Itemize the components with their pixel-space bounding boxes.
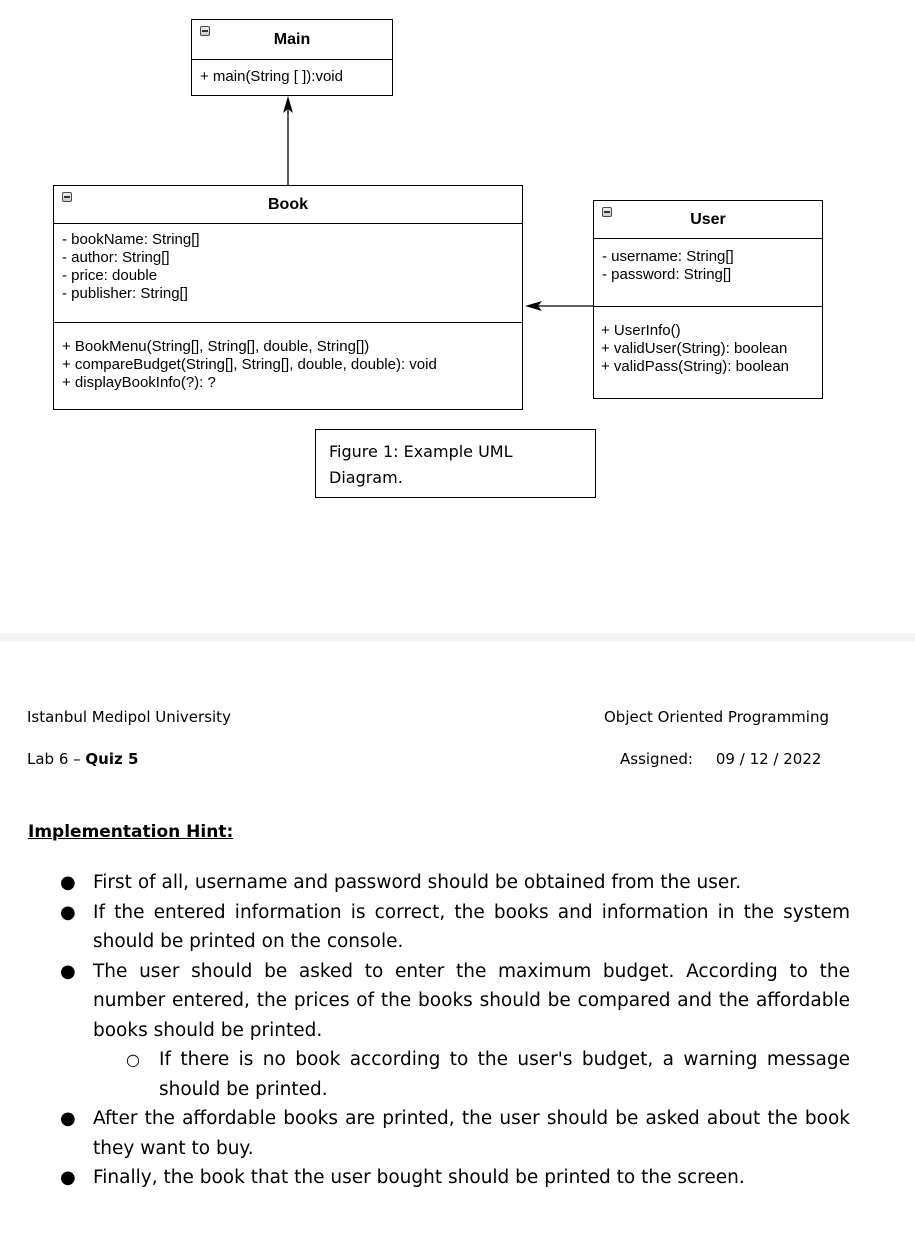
attribute-item: - author: String[] xyxy=(62,249,170,266)
circle-bullet-icon: ○ xyxy=(126,1050,140,1069)
class-user-methods xyxy=(594,307,822,383)
user-to-book-arrowhead xyxy=(525,301,542,311)
page-separator xyxy=(0,633,915,641)
bullet-icon: ● xyxy=(60,1167,76,1188)
class-user-attributes xyxy=(594,239,822,307)
list-item xyxy=(60,957,850,1046)
list-item xyxy=(60,868,850,898)
class-user-header xyxy=(594,201,822,239)
attribute-item: - publisher: String[] xyxy=(62,285,188,302)
method-item: + BookMenu(String[], String[], double, String[]) xyxy=(62,338,370,355)
caption-line: Figure 1: Example UML xyxy=(329,442,513,461)
list-item-text: First of all, username and password should be obtained from the user. xyxy=(93,872,742,893)
hint-title: Implementation Hint: xyxy=(28,822,234,842)
class-book-methods xyxy=(54,323,522,399)
class-user xyxy=(593,200,823,399)
bullet-icon: ● xyxy=(60,960,76,982)
attribute-item: - password: String[] xyxy=(602,266,732,283)
header-quiz: Quiz 5 xyxy=(85,750,139,768)
header-lab xyxy=(27,750,138,768)
list-item xyxy=(60,1163,850,1193)
list-item-text: The user should be asked to enter the maximum budget. According to the number entered, the prices of the books should be compared and the affordable books should be printed. xyxy=(93,960,850,1041)
method-item: + validUser(String): boolean xyxy=(601,340,788,357)
class-book-attributes xyxy=(54,224,522,323)
attribute-item: - price: double xyxy=(62,267,158,284)
class-book-title: Book xyxy=(268,196,308,213)
assigned-date: 09 / 12 / 2022 xyxy=(715,750,822,768)
bullet-icon: ● xyxy=(60,872,76,893)
class-book xyxy=(53,185,523,410)
list-item xyxy=(60,1104,850,1163)
book-to-main-arrowhead xyxy=(283,96,293,113)
class-book-header xyxy=(54,186,522,224)
figure-caption xyxy=(315,429,596,498)
caption-line: Diagram. xyxy=(329,468,403,487)
list-item-text: If there is no book according to the user's budget, a warning message should be printed. xyxy=(159,1049,850,1100)
attribute-item: - username: String[] xyxy=(602,248,734,265)
list-item-text: Finally, the book that the user bought should be printed to the screen. xyxy=(93,1167,745,1188)
class-main-header xyxy=(192,20,392,60)
header-lab-prefix: Lab 6 – xyxy=(27,750,86,768)
list-item-text: After the affordable books are printed, the user should be asked about the book they want to buy. xyxy=(93,1108,850,1159)
attribute-item: - bookName: String[] xyxy=(62,231,200,248)
method-item: + UserInfo() xyxy=(601,322,681,339)
assigned-label: Assigned: xyxy=(620,750,693,768)
sub-list-item xyxy=(126,1045,850,1104)
header-assigned xyxy=(620,750,821,768)
class-main-methods xyxy=(192,60,392,93)
header-university: Istanbul Medipol University xyxy=(27,708,231,726)
header-course: Object Oriented Programming xyxy=(604,708,829,726)
method-item: + compareBudget(String[], String[], double, double): void xyxy=(62,356,437,373)
method-item: + displayBookInfo(?): ? xyxy=(62,374,216,391)
list-item xyxy=(60,898,850,957)
class-main-title: Main xyxy=(273,31,311,48)
method-item: + validPass(String): boolean xyxy=(601,358,790,375)
list-item-text: If the entered information is correct, the books and information in the system should be printed on the console. xyxy=(93,901,850,952)
class-user-title: User xyxy=(690,211,726,228)
bullet-icon: ● xyxy=(60,1108,76,1129)
bullet-icon: ● xyxy=(60,901,76,923)
method-item: + main(String [ ]):void xyxy=(200,68,343,85)
class-main xyxy=(191,19,393,96)
hint-list xyxy=(0,868,915,1193)
